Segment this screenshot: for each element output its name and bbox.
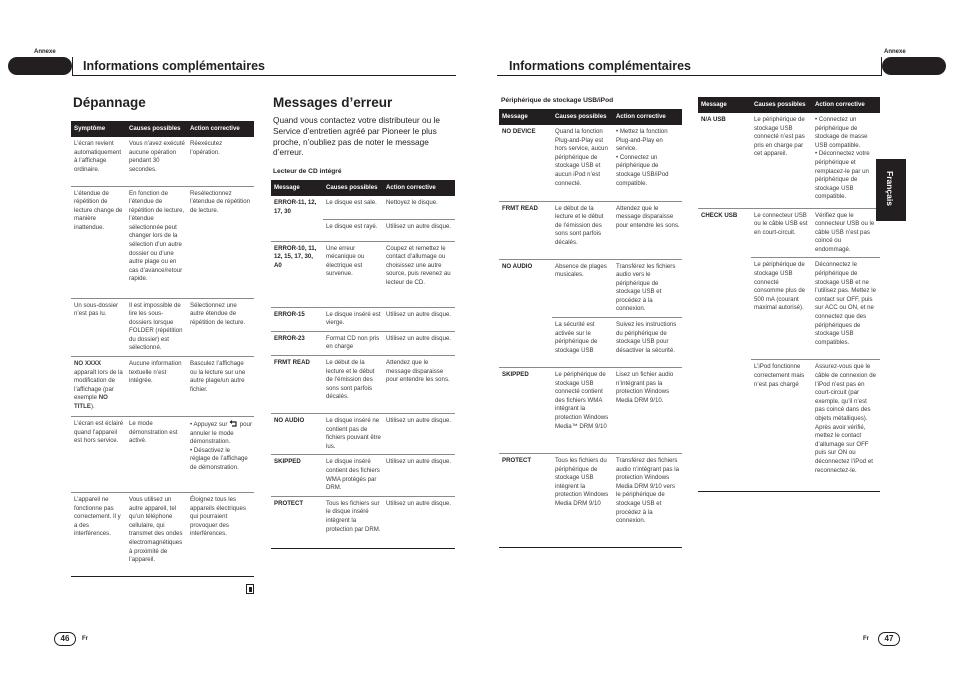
message-code: CHECK USB — [701, 211, 738, 219]
action-cell: Utilisez un autre disque. — [383, 307, 455, 331]
table-row — [698, 258, 880, 360]
message-code: NO XXXX — [74, 360, 102, 368]
cause-cell: Le mode démonstration est activé. — [126, 417, 187, 493]
message-code — [271, 219, 323, 241]
messages-intro: Quand vous contactez votre distributeur ou le Service d’entretien agréé par Pioneer le plus proche, n’oubliez pas de noter le message d’erreur. — [273, 115, 440, 158]
message-code: SKIPPED — [271, 455, 323, 496]
usb-error-table-left — [499, 109, 682, 548]
table-row — [499, 201, 682, 259]
table-header-row — [71, 121, 254, 137]
cause-cell: En fonction de l’étendue de répétition de lecture, l’étendue sélectionnée peut changer lors de la sélection d’un autre dossier ou d’une autre plage ou en cas d’avance/retour rapide. — [126, 186, 187, 298]
cause-cell: Vous utilisez un autre appareil, tel qu’un téléphone cellulaire, qui transmet des ondes électromagnétiques à proximité de l’appareil. — [126, 493, 187, 577]
language-tab-label: Français — [885, 171, 895, 206]
message-code: NO DEVICE — [499, 125, 552, 201]
cause-cell: Le début de la lecture et le début de l’émission des sons sont parfois décalés. — [323, 356, 383, 414]
symptom-cell: L’appareil ne fonctionne pas correctement. Il y a des interférences. — [71, 493, 126, 577]
table-row — [71, 137, 254, 186]
cause-cell: Tous les fichiers du périphérique de stockage USB intègrent la protection Windows Media DRM 9/10 — [552, 454, 613, 548]
table-header-row — [499, 109, 682, 125]
cause-cell: Aucune information textuelle n’est intégrée. — [126, 357, 187, 417]
cause-cell: Absence de plages musicales. — [552, 259, 613, 318]
section-rule-right-edge — [881, 57, 882, 76]
message-code: N/A USB — [698, 113, 751, 208]
column-header: Symptôme — [71, 121, 126, 137]
message-code: ERROR-10, 11, 12, 15, 17, 30, A0 — [271, 241, 323, 307]
action-cell: Nettoyez le disque. — [383, 196, 455, 219]
action-cell: Assurez-vous que le câble de connexion de l’iPod n’est pas en court-circuit (par exemple, qu’il n’est pas coincé dans des objets métalliques). Après avoir vérifié, mettez le contact d’allumage sur OFF puis sur ON ou déconnectez l’iPod et reconnectez-le. — [812, 360, 880, 492]
table-row — [698, 113, 880, 208]
action-cell: Basculez l’affichage ou la lecture sur une autre plage/un autre fichier. — [187, 357, 254, 417]
cause-cell: Le périphérique de stockage USB connecté consomme plus de 500 mA (courant maximal autorisé). — [751, 258, 812, 360]
cause-cell: Quand la fonction Plug-and-Play est hors service, aucun périphérique de stockage USB et aucun iPod n’est connecté. — [552, 125, 613, 201]
section-rule-right — [497, 75, 882, 76]
usb-subtitle: Périphérique de stockage USB/iPod — [501, 97, 614, 104]
symptom-cell: Un sous-dossier n’est pas lu. — [71, 298, 126, 357]
section-title-left: Informations complémentaires — [83, 59, 265, 73]
table-row — [71, 186, 254, 298]
action-cell: Coupez et remettez le contact d’allumage ou choisissez une autre source, puis revenez au lecteur de CD. — [383, 241, 455, 307]
action-cell: Éloignez tous les appareils électriques qui pourraient provoquer des interférences. — [187, 493, 254, 577]
message-code — [698, 360, 751, 492]
header-tab-left — [8, 57, 72, 75]
message-code: NO TITLE — [74, 394, 108, 411]
message-code: ERROR-15 — [271, 307, 323, 331]
table-row — [499, 259, 682, 318]
cause-cell: Le disque inséré contient des fichiers WMA protégés par DRM. — [323, 455, 383, 496]
message-code: FRMT READ — [271, 356, 323, 414]
action-cell: Vérifiez que le connecteur USB ou le câble USB n’est pas coincé ou endommagé. — [812, 208, 880, 258]
message-code: FRMT READ — [499, 201, 552, 259]
action-cell: Resélectionnez l’étendue de répétition de lecture. — [187, 186, 254, 298]
symptom-cell: L’écran est éclairé quand l’appareil est hors service. — [71, 417, 126, 493]
column-header: Causes possibles — [126, 121, 187, 137]
table-row — [698, 360, 880, 492]
action-cell: Sélectionnez une autre étendue de répétition de lecture. — [187, 298, 254, 357]
cause-cell: Tous les fichiers sur le disque inséré intègrent la protection par DRM. — [323, 496, 383, 548]
action-cell: • Mettez la fonction Plug-and-Play en service. • Connectez un périphérique de stockage USB/iPod compatible. — [613, 125, 682, 201]
symptom-text: ). — [90, 403, 95, 411]
section-rule-left-edge — [72, 57, 73, 76]
column-header: Message — [698, 97, 751, 113]
column-header: Message — [499, 109, 552, 125]
table-row — [271, 219, 455, 241]
table-row — [71, 298, 254, 357]
action-cell: Utilisez un autre disque. — [383, 219, 455, 241]
cause-cell: Le disque inséré ne contient pas de fichiers pouvant être lus. — [323, 414, 383, 455]
action-cell: Utilisez un autre disque. — [383, 496, 455, 548]
cause-cell: Le disque est sale. — [323, 196, 383, 219]
column-header: Action corrective — [613, 109, 682, 125]
table-row — [71, 417, 254, 493]
depannage-title: Dépannage — [73, 95, 146, 110]
message-code: NO AUDIO — [502, 262, 533, 270]
cd-subtitle: Lecteur de CD intégré — [273, 168, 342, 175]
column-header: Action corrective — [187, 121, 254, 137]
column-header: Causes possibles — [323, 180, 383, 196]
action-cell: Lisez un fichier audio n’intégrant pas la protection Windows Media DRM 9/10. — [613, 368, 682, 454]
back-button-icon — [229, 420, 238, 427]
annexe-label-right: Annexe — [884, 49, 906, 55]
messages-title: Messages d’erreur — [273, 95, 393, 110]
message-code: ERROR-11, 12, 17, 30 — [274, 199, 317, 215]
section-rule-left — [72, 75, 456, 76]
action-cell: Attendez que le message disparaisse pour entendre les sons. — [383, 356, 455, 414]
table-row — [499, 125, 682, 201]
section-title-right: Informations complémentaires — [509, 59, 691, 73]
symptom-cell: L’étendue de répétition de lecture change de manière inattendue. — [71, 186, 126, 298]
message-code: PROTECT — [271, 496, 323, 548]
action-text: • Désactivez le réglage de l’affichage de démonstration. — [190, 446, 248, 472]
table-row — [271, 496, 455, 548]
message-code: NO AUDIO — [271, 414, 323, 455]
message-code — [499, 318, 552, 368]
cd-error-table — [271, 180, 455, 549]
action-text: pour annuler le mode démonstration. — [190, 421, 252, 446]
symptom-cell — [71, 357, 126, 417]
cause-cell: La sécurité est activée sur le périphérique de stockage USB — [552, 318, 613, 368]
action-cell: Transférez des fichiers audio n’intégrant pas la protection Windows Media DRM 9/10 vers le périphérique de stockage USB et procédez à la connexion. — [613, 454, 682, 548]
cause-cell: Vous n’avez exécuté aucune opération pendant 30 secondes. — [126, 137, 187, 186]
cause-cell: Le disque inséré est vierge. — [323, 307, 383, 331]
action-cell: Utilisez un autre disque. — [383, 414, 455, 455]
annexe-label-left: Annexe — [34, 49, 56, 55]
action-cell: Transférez les fichiers audio vers le périphérique de stockage USB et procédez à la connexion. — [613, 259, 682, 318]
table-row — [271, 196, 455, 219]
cause-cell: Il est impossible de lire les sous-dossiers lorsque FOLDER (répétition du dossier) est sélectionné. — [126, 298, 187, 357]
header-tab-right — [882, 57, 946, 75]
action-cell: Déconnectez le périphérique de stockage USB et ne l’utilisez pas. Mettez le contact sur OFF, puis sur ACC ou ON, et ne connectez que des périphériques de stockage USB compatibles. — [812, 258, 880, 360]
section-end-mark — [246, 584, 254, 594]
cause-cell: Le disque est rayé. — [323, 219, 383, 241]
table-row — [271, 356, 455, 414]
column-header: Causes possibles — [751, 97, 812, 113]
action-text: • Appuyez sur — [190, 421, 228, 429]
table-header-row — [271, 180, 455, 196]
page-number-left: 46 — [54, 632, 76, 646]
table-row — [499, 318, 682, 368]
message-code — [698, 258, 751, 360]
action-cell — [187, 417, 254, 493]
table-header-row — [698, 97, 880, 113]
action-cell: • Connectez un périphérique de stockage de masse USB compatible. • Déconnectez votre périphérique et remplacez-le par un périphérique de stockage USB compatible. — [812, 113, 880, 208]
language-code-left: Fr — [82, 636, 88, 642]
message-code: ERROR-23 — [271, 331, 323, 355]
message-code: SKIPPED — [499, 368, 552, 454]
table-row — [271, 307, 455, 331]
cause-cell: Format CD non pris en charge — [323, 331, 383, 355]
symptom-cell: L’écran revient automatiquement à l’affichage ordinaire. — [71, 137, 126, 186]
cause-cell: Une erreur mécanique ou électrique est survenue. — [323, 241, 383, 307]
action-cell: Utilisez un autre disque. — [383, 455, 455, 496]
cause-cell: Le périphérique de stockage USB connecté n’est pas pris en charge par cet appareil. — [751, 113, 812, 208]
troubleshooting-table — [71, 121, 254, 577]
table-row — [271, 241, 455, 307]
message-code: PROTECT — [499, 454, 552, 548]
table-row — [271, 331, 455, 355]
table-row — [271, 414, 455, 455]
column-header: Action corrective — [383, 180, 455, 196]
table-row — [71, 493, 254, 577]
table-row — [271, 455, 455, 496]
cause-cell: Le connecteur USB ou le câble USB est en court-circuit. — [751, 208, 812, 258]
action-cell: Attendez que le message disparaisse pour entendre les sons. — [613, 201, 682, 259]
action-cell: Suivez les instructions du périphérique de stockage USB pour désactiver la sécurité. — [613, 318, 682, 368]
table-row — [499, 368, 682, 454]
column-header: Action corrective — [812, 97, 880, 113]
column-header: Message — [271, 180, 323, 196]
cause-cell: Le début de la lecture et le début de l’émission des sons sont parfois décalés. — [552, 201, 613, 259]
language-code-right: Fr — [863, 636, 869, 642]
usb-error-table-right — [698, 97, 880, 492]
column-header: Causes possibles — [552, 109, 613, 125]
symptom-text: apparaît lors de la modification de l’affichage (par exemple — [74, 368, 123, 402]
table-row — [499, 454, 682, 548]
table-row — [71, 357, 254, 417]
table-row — [698, 208, 880, 258]
action-cell: Utilisez un autre disque. — [383, 331, 455, 355]
action-cell: Réexécutez l’opération. — [187, 137, 254, 186]
cause-cell: Le périphérique de stockage USB connecté contient des fichiers WMA intégrant la protection Windows Media™ DRM 9/10 — [552, 368, 613, 454]
page-number-right: 47 — [878, 632, 900, 646]
cause-cell: L’iPod fonctionne correctement mais n’est pas chargé — [751, 360, 812, 492]
